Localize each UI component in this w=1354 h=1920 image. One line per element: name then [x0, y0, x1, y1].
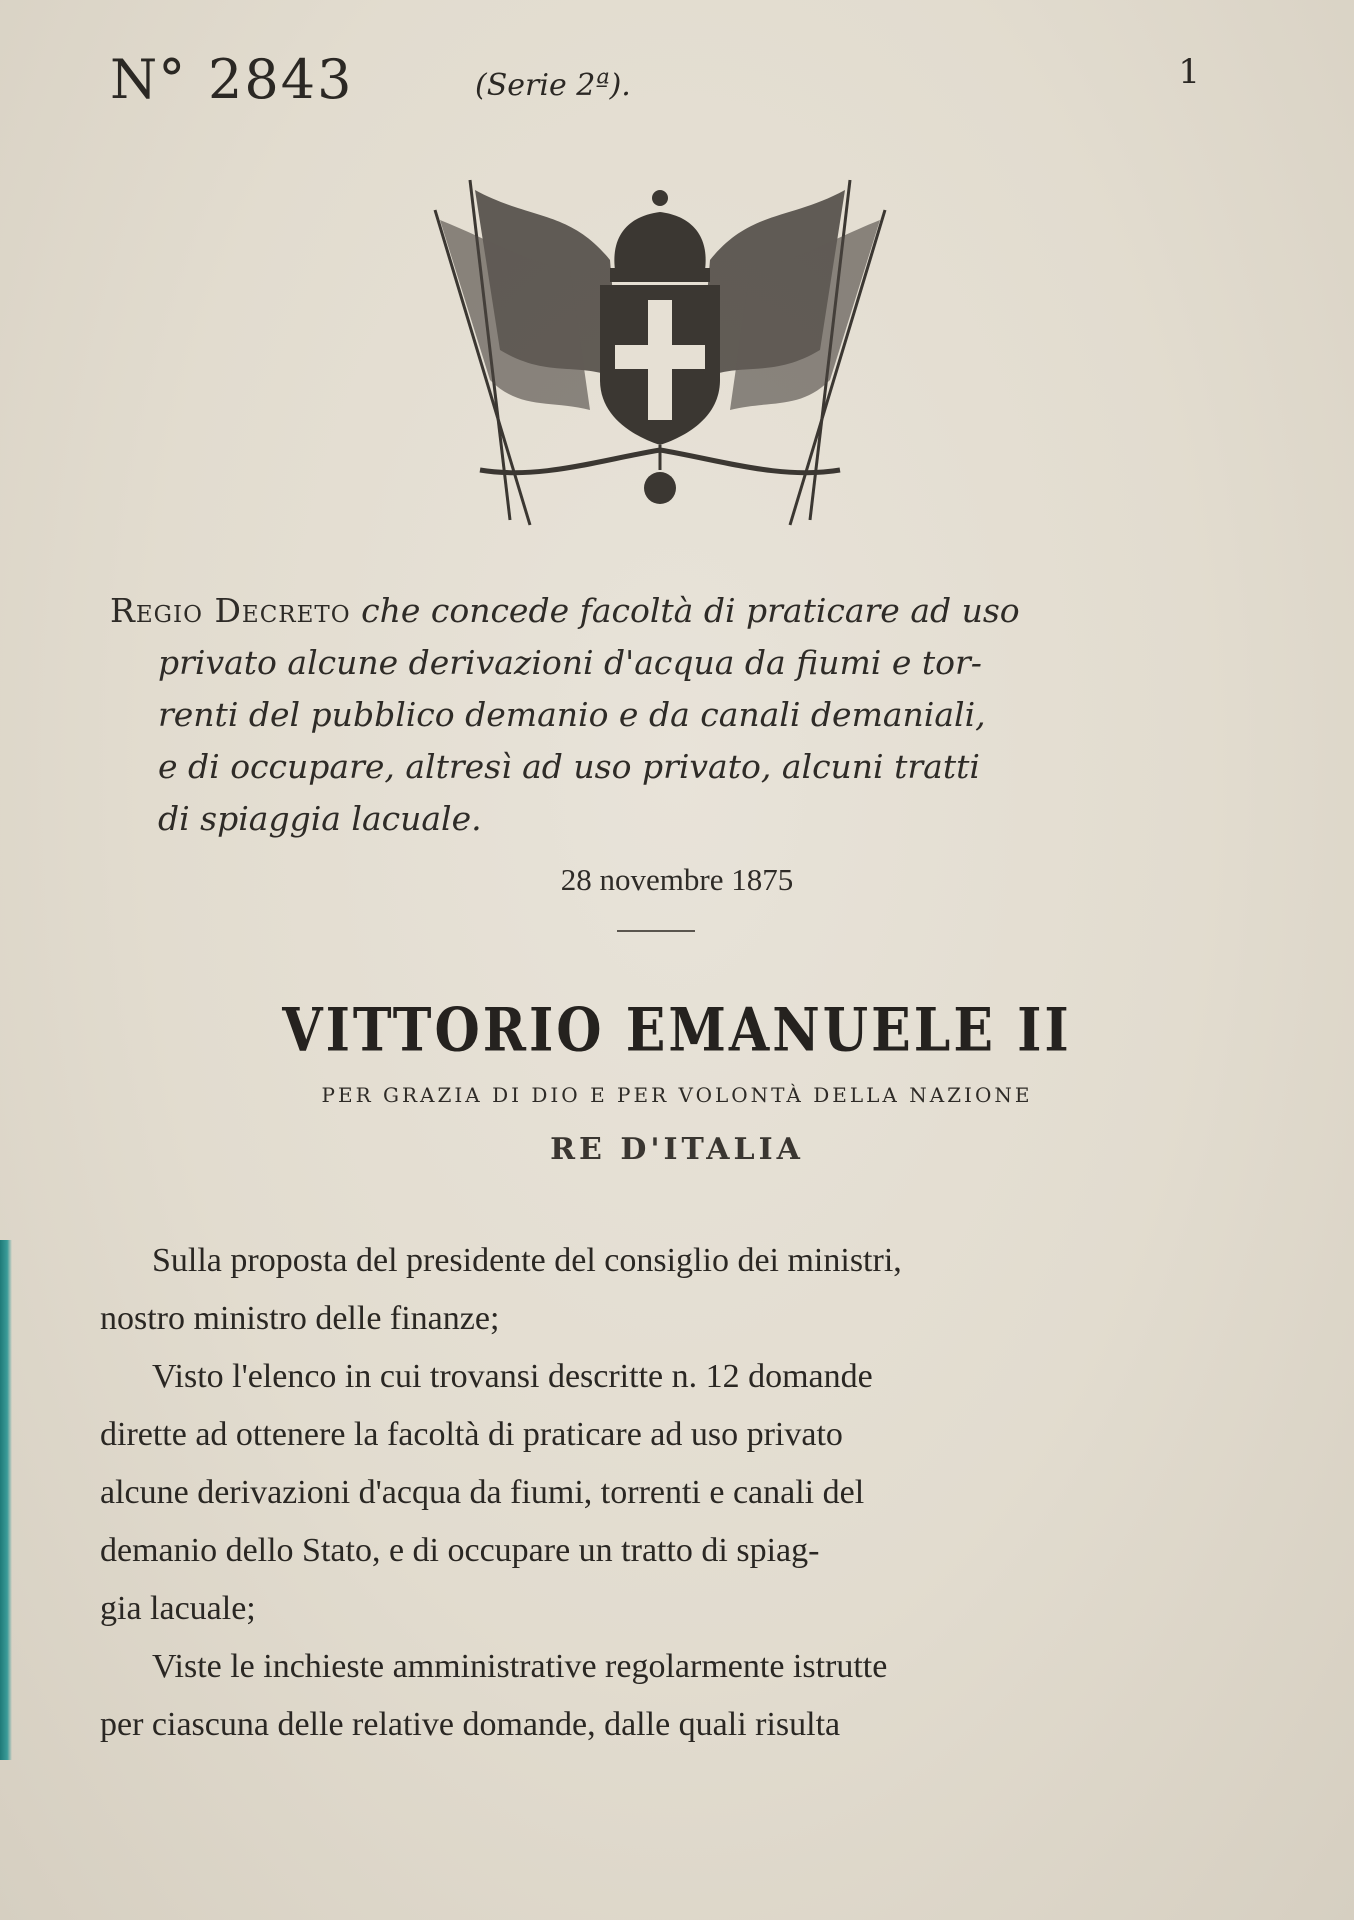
- sovereign-title: RE D'ITALIA: [550, 1132, 804, 1167]
- savoy-coat-of-arms-icon: [420, 150, 900, 550]
- decree-date: 28 novembre 1875: [560, 862, 794, 897]
- body-line: demanio dello Stato, e di occupare un tratto di spiag-: [100, 1532, 820, 1569]
- body-line: nostro ministro delle finanze;: [100, 1300, 500, 1337]
- body-line: gia lacuale;: [100, 1590, 256, 1627]
- decree-title: [110, 585, 1210, 845]
- decree-body: [100, 1232, 1200, 1754]
- title-line: che concede facoltà di praticare ad uso: [361, 591, 1020, 630]
- page-number: 1: [1178, 52, 1200, 92]
- body-line: Visto l'elenco in cui trovansi descritte n. 12 domande: [152, 1358, 873, 1395]
- page-header: [110, 48, 1230, 118]
- title-line: di spiaggia lacuale.: [158, 799, 482, 838]
- title-line: privato alcune derivazioni d'acqua da fiumi e tor-: [158, 643, 982, 682]
- decree-number: 2843: [208, 48, 354, 111]
- body-line: Sulla proposta del presidente del consiglio dei ministri,: [152, 1242, 902, 1279]
- divider: [617, 930, 695, 932]
- sovereign-name: VITTORIO EMANUELE II: [282, 995, 1072, 1066]
- body-line: dirette ad ottenere la facoltà di praticare ad uso privato: [100, 1416, 843, 1453]
- series-label: (Serie 2ª).: [475, 68, 631, 103]
- binding-edge: [0, 1240, 12, 1760]
- title-line: e di occupare, altresì ad uso privato, alcuni tratti: [158, 747, 980, 786]
- title-line: renti del pubblico demanio e da canali demaniali,: [158, 695, 986, 734]
- number-label: N°: [110, 48, 187, 111]
- body-line: per ciascuna delle relative domande, dalle quali risulta: [100, 1706, 841, 1743]
- decree-type: Regio Decreto: [110, 591, 351, 630]
- body-line: alcune derivazioni d'acqua da fiumi, torrenti e canali del: [100, 1474, 865, 1511]
- sovereign-grace: PER GRAZIA DI DIO E PER VOLONTÀ DELLA NAZIONE: [321, 1083, 1033, 1107]
- body-line: Viste le inchieste amministrative regolarmente istrutte: [152, 1648, 888, 1685]
